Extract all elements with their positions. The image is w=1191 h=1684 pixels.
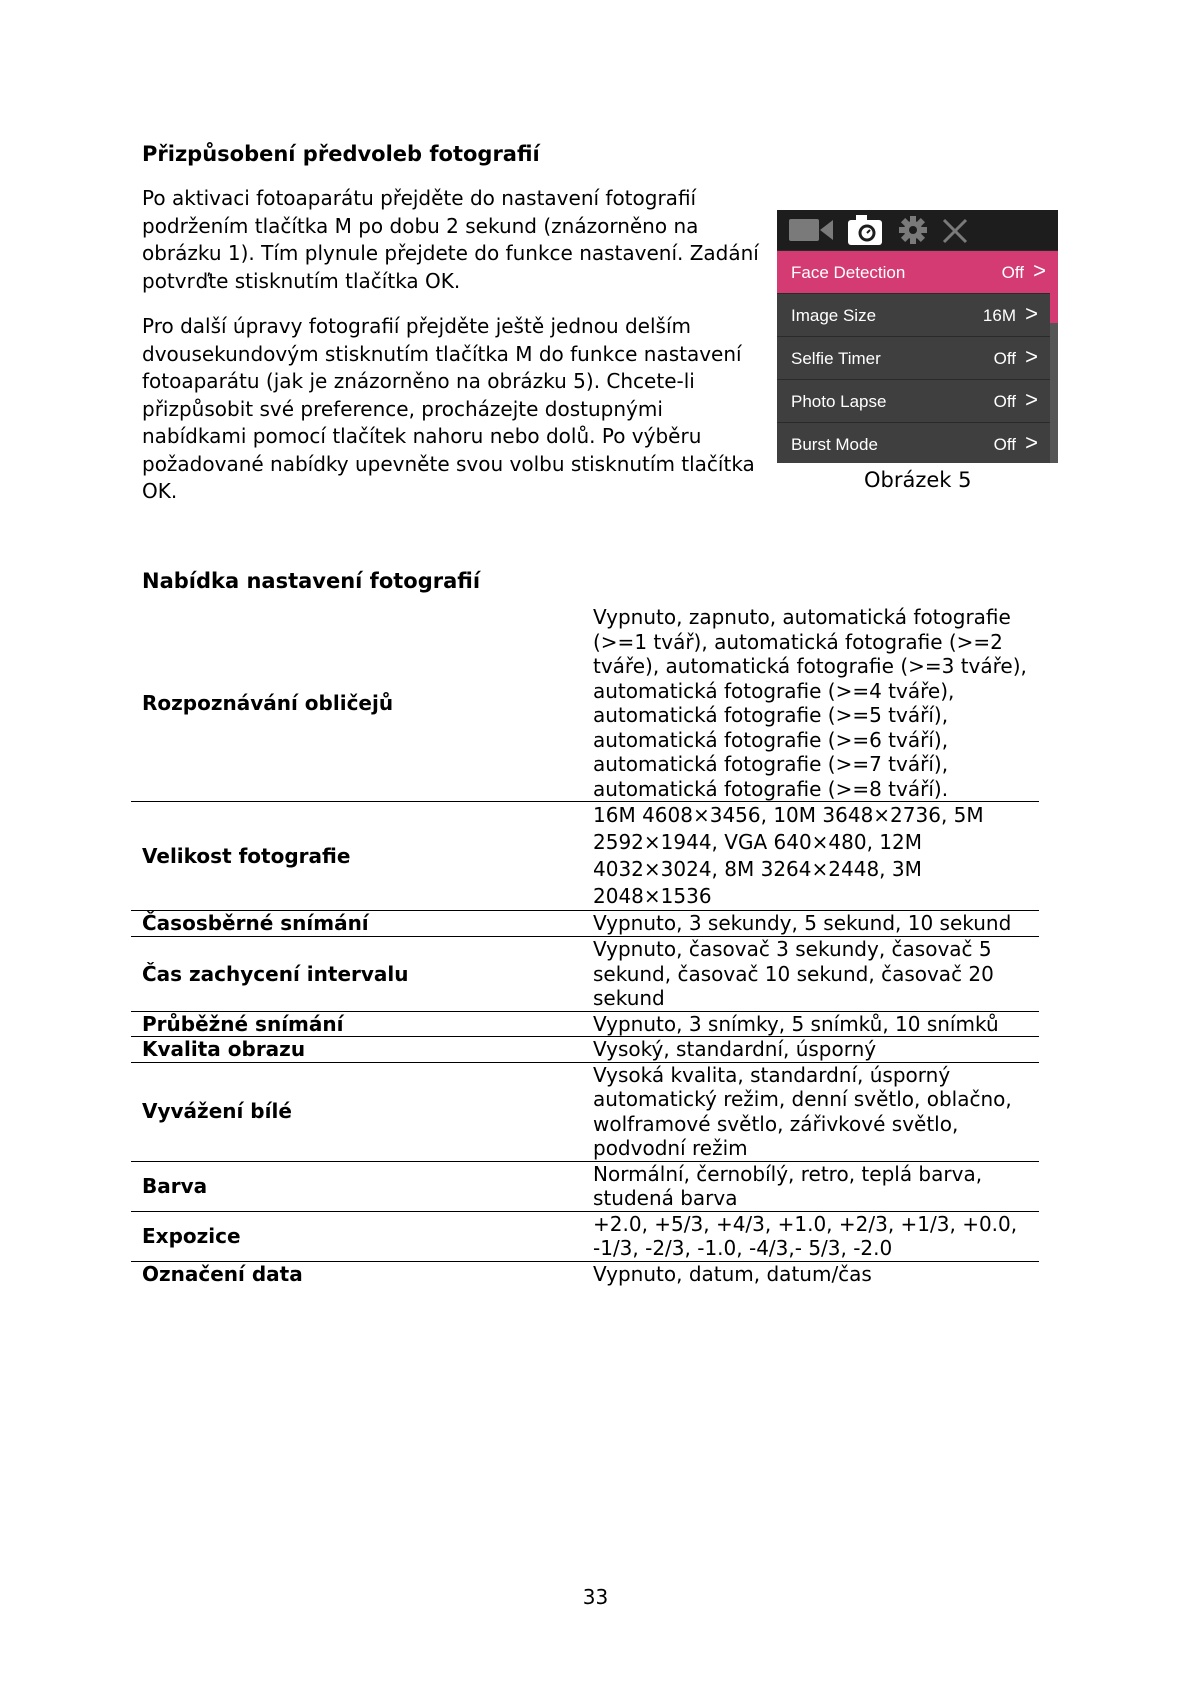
table-row: Kvalita obrazu Vysoký, standardní, úsporný	[131, 1037, 1039, 1063]
table-row: Velikost fotografie 16M 4608×3456, 10M 3648×2736, 5M 2592×1944, VGA 640×480, 12M 4032×3024, 8M 3264×2448, 3M 2048×1536	[131, 802, 1039, 911]
gear-icon	[899, 216, 927, 244]
chevron-right-icon: >	[1025, 344, 1038, 369]
table-row: Označení data Vypnuto, datum, datum/čas	[131, 1261, 1039, 1286]
table-row: Vyvážení bílé Vysoká kvalita, standardní, úsporný automatický režim, denní světlo, oblačno, wolframové světlo, zářivkové světlo, podvodní režim	[131, 1062, 1039, 1161]
intro-paragraph-2: Pro další úpravy fotografií přejděte ještě jednou delším dvousekundovým stisknutím tlačítka M do funkce nastavení fotoaparátu (jak je znázorněno na obrázku 5). Chcete-li přizpůsobit své preference, procházejte dostupnými nabídkami pomocí tlačítek nahoru nebo dolů. Po výběru požadované nabídky upevněte svou volbu stisknutím tlačítka OK.	[142, 314, 755, 503]
menu-item-selfie-timer: Selfie Timer Off >	[777, 337, 1050, 379]
chevron-right-icon: >	[1033, 258, 1046, 283]
menu-item-burst-mode: Burst Mode Off >	[777, 423, 1050, 463]
chevron-right-icon: >	[1025, 430, 1038, 455]
table-row: Rozpoznávání obličejů Vypnuto, zapnuto, automatická fotografie (>=1 tvář), automatická fotografie (>=2 tváře), automatická fotografie (>=3 tváře), automatická fotografie (>=4 tváře), automatická fotografie (>=5 tváří), automatická fotografie (>=6 tváří), automatická fotografie (>=7 tváří), automatická fotografie (>=8 tváří).	[142, 605, 1027, 801]
table-row: Průběžné snímání Vypnuto, 3 snímky, 5 snímků, 10 snímků	[131, 1011, 1039, 1037]
table-row: Barva Normální, černobílý, retro, teplá barva, studená barva	[131, 1161, 1039, 1211]
table-row: Časosběrné snímání Vypnuto, 3 sekundy, 5 sekund, 10 sekund	[131, 911, 1039, 937]
menu-item-face-detection: Face Detection Off >	[777, 251, 1058, 293]
video-icon	[789, 217, 833, 243]
camera-mode-bar	[777, 210, 1058, 250]
section-heading-settings-menu: Nabídka nastavení fotografií	[142, 569, 481, 593]
figure-caption: Obrázek 5	[864, 468, 972, 492]
camera-settings-screenshot	[777, 210, 1058, 463]
menu-item-photo-lapse: Photo Lapse Off >	[777, 380, 1050, 422]
chevron-right-icon: >	[1025, 301, 1038, 326]
chevron-right-icon: >	[1025, 387, 1038, 412]
settings-table	[131, 605, 1039, 1286]
section-heading-presets: Přizpůsobení předvoleb fotografií	[142, 142, 540, 166]
page-number: 33	[582, 1585, 609, 1609]
menu-scrollbar-thumb	[1050, 293, 1058, 323]
close-icon	[942, 218, 968, 244]
intro-paragraph-1: Po aktivaci fotoaparátu přejděte do nastavení fotografií podržením tlačítka M po dobu 2 sekund (znázorněno na obrázku 1). Tím plynule přejdete do funkce nastavení. Zadání potvrďte stisknutím tlačítka OK.	[142, 186, 759, 293]
camera-icon	[847, 214, 883, 246]
menu-item-image-size: Image Size 16M >	[777, 294, 1050, 336]
table-row: Čas zachycení intervalu Vypnuto, časovač 3 sekundy, časovač 5 sekund, časovač 10 sekund, časovač 20 sekund	[131, 937, 1039, 1012]
table-row: Expozice +2.0, +5/3, +4/3, +1.0, +2/3, +1/3, +0.0, -1/3, -2/3, -1.0, -4/3,- 5/3, -2.0	[131, 1211, 1039, 1261]
